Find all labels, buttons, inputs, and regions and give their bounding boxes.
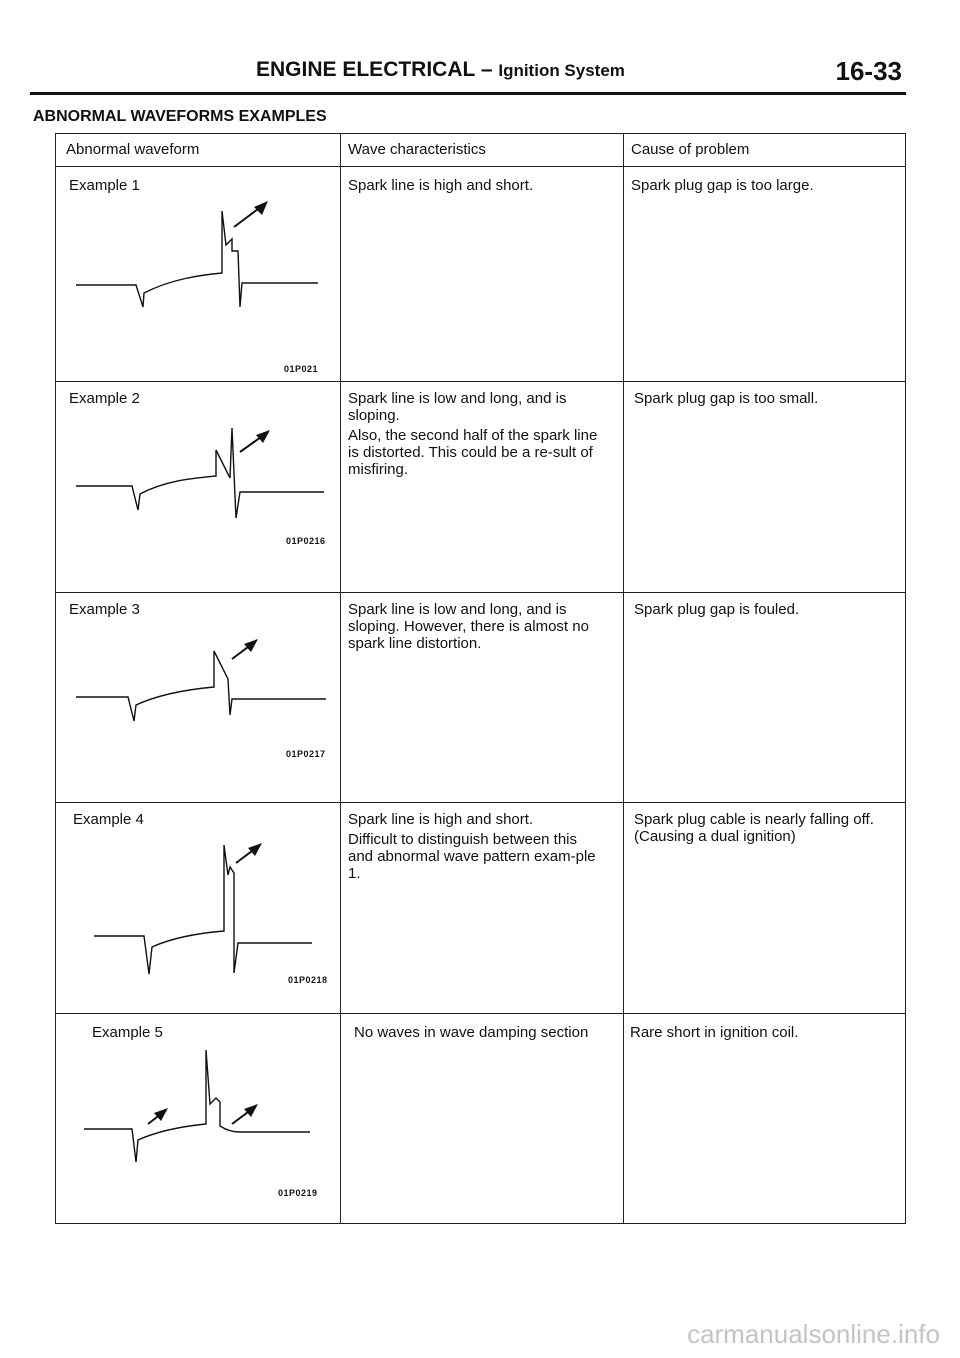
arrow-icon bbox=[234, 201, 268, 227]
waveforms-table bbox=[55, 133, 906, 1224]
figure-code: 01P0216 bbox=[286, 536, 326, 546]
header-section: ENGINE ELECTRICAL bbox=[256, 58, 475, 81]
characteristic-text: Spark line is low and long, and is sloping. However, there is almost no spark line distortion. bbox=[348, 601, 589, 652]
waveform-diagram bbox=[56, 382, 340, 593]
figure-code: 01P021 bbox=[284, 364, 319, 374]
example-label: Example 2 bbox=[69, 390, 140, 407]
column-header-characteristics: Wave characteristics bbox=[348, 141, 486, 158]
arrow-icon bbox=[236, 843, 262, 863]
characteristic-text: Also, the second half of the spark line is distorted. This could be a re-sult of misfiring. bbox=[348, 427, 598, 478]
wave-characteristics bbox=[348, 811, 603, 885]
watermark: carmanualsonline.info bbox=[687, 1319, 940, 1349]
characteristic-text: Spark line is low and long, and is sloping. bbox=[348, 390, 567, 424]
wave-characteristics bbox=[354, 1024, 609, 1044]
cause-text: Spark plug cable is nearly falling off. (Causing a dual ignition) bbox=[634, 811, 874, 845]
column-header-cause: Cause of problem bbox=[631, 141, 750, 158]
cause-text: Spark plug gap is fouled. bbox=[634, 601, 800, 618]
waveform-diagram bbox=[56, 167, 340, 382]
arrow-icon bbox=[232, 639, 258, 659]
waveform-diagram bbox=[56, 593, 340, 803]
table-row bbox=[56, 1014, 905, 1223]
figure-code: 01P0217 bbox=[286, 749, 326, 759]
page-number: 16-33 bbox=[835, 56, 902, 86]
cause-text: Rare short in ignition coil. bbox=[630, 1024, 799, 1041]
cause-text: Spark plug gap is too large. bbox=[631, 177, 814, 194]
arrow-icon bbox=[240, 430, 270, 452]
example-label: Example 4 bbox=[73, 811, 144, 828]
figure-code: 01P0218 bbox=[288, 975, 328, 985]
characteristic-text: Spark line is high and short. bbox=[348, 177, 534, 194]
wave-characteristics bbox=[348, 601, 603, 655]
cause-text: Spark plug gap is too small. bbox=[634, 390, 819, 407]
characteristic-text: Difficult to distinguish between this and abnormal wave pattern exam-ple 1. bbox=[348, 831, 596, 882]
wave-characteristics bbox=[348, 177, 603, 197]
table-row bbox=[56, 803, 905, 1014]
table-row bbox=[56, 593, 905, 803]
header-dash: – bbox=[480, 58, 493, 81]
figure-code: 01P0219 bbox=[278, 1188, 318, 1198]
section-title: ABNORMAL WAVEFORMS EXAMPLES bbox=[33, 108, 327, 125]
column-header-waveform: Abnormal waveform bbox=[66, 141, 200, 158]
arrow-icon bbox=[232, 1104, 258, 1124]
wave-characteristics bbox=[348, 390, 603, 481]
arrow-icon bbox=[148, 1108, 168, 1124]
header-subsection: Ignition System bbox=[498, 61, 625, 80]
example-label: Example 1 bbox=[69, 177, 140, 194]
table-row bbox=[56, 167, 905, 382]
example-label: Example 5 bbox=[92, 1024, 163, 1041]
table-row bbox=[56, 382, 905, 593]
table-header-row bbox=[56, 134, 905, 167]
characteristic-text: No waves in wave damping section bbox=[354, 1024, 589, 1041]
header-title bbox=[256, 58, 625, 82]
example-label: Example 3 bbox=[69, 601, 140, 618]
page-header bbox=[30, 56, 906, 95]
characteristic-text: Spark line is high and short. bbox=[348, 811, 534, 828]
